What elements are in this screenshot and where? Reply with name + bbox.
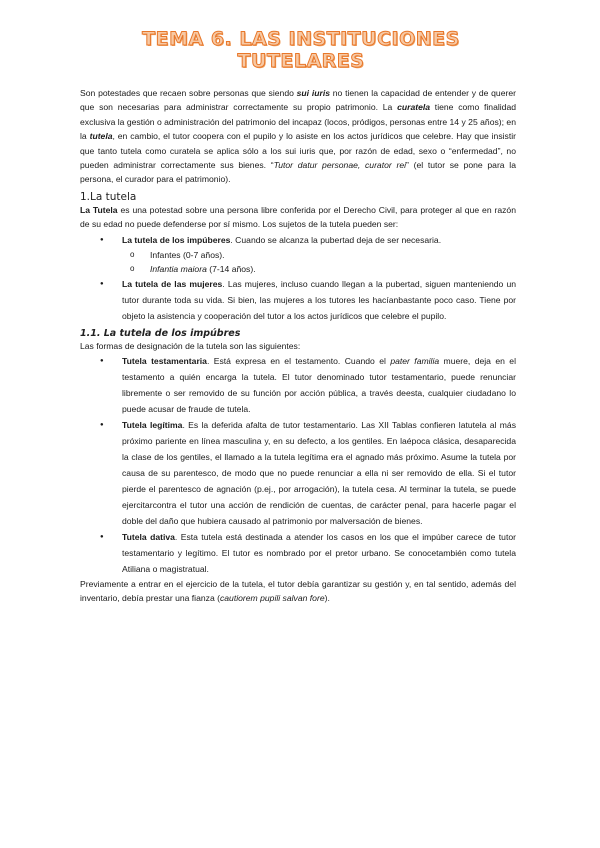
list-item: ● Tutela testamentaria. Está expresa en el testamento. Cuando el pater familia muere, deja en el testamento a quién encarga la tutela. El tutor denominado tutor testamentario, puede renunciar libremente o ser removido de su función por acción pública, a través deesta, cualquier ciudadano lo puede acusar de fraude de tutela. (122, 353, 516, 417)
tutela-definition: La Tutela es una potestad sobre una persona libre conferida por el Derecho Civil, para proteger al que en razón de su edad no puede defenderse por sí mismo. Los sujetos de la tutela pueden ser: (80, 204, 516, 230)
list-item: ● La tutela de las mujeres. Las mujeres, incluso cuando llegan a la pubertad, siguen manteniendo un tutor durante toda su vida. Si bien, las mujeres a los tutores les hacíanbastante poco caso. Tiene por objeto la asistencia y cooperación del tutor a los actos jurídicos que celebre el pupilo. (122, 276, 516, 324)
tutela-subjects-list (86, 232, 516, 324)
designation-intro: Las formas de designación de la tutela son las siguientes: (80, 340, 301, 351)
list-item: ● Tutela legítima. Es la deferida afalta de tutor testamentario. Las XII Tablas confieren latutela al más próximo pariente en línea masculina y, en su defecto, a los gentiles. En laépoca clásica, desaparecida la clase de los gentiles, el llamado a la tutela legítima era el agnado más próximo. Asume la tutela por causa de su parentesco, de modo que no puede renunciar a ella ni ser removido de ella. Si el tutor pierde el parentesco de agnación (p.ej., por arrogación), la tutela cesa. Al terminar la tutela, se puede ejercitarcontra el tutor una acción de rendición de cuentas, de carácter penal, para hacerle pagar el doble del daño que hubiera causado al patrimonio por malversación de bienes. (122, 417, 516, 529)
list-item: o Infantia maiora (7-14 años). (150, 262, 516, 276)
list-item: ● Tutela dativa. Esta tutela está destinada a atender los casos en los que el impúber carece de tutor testamentario y legítimo. El tutor es nombrado por el pretor urbano. Se conocetambién como tutela Atiliana o magistratual. (122, 529, 516, 577)
document-title: TEMA 6. LAS INSTITUCIONES TUTELARES (142, 28, 460, 72)
age-sublist (122, 248, 516, 276)
document-page (80, 28, 517, 606)
designation-forms-list (86, 353, 516, 577)
closing-paragraph: Previamente a entrar en el ejercicio de la tutela, el tutor debía garantizar su gestión y, en tal sentido, además del inventario, debía prestar una fianza (cautiorem pupili salvan fore). (80, 579, 516, 604)
section-heading-impuberes: 1.1. La tutela de los impúbres (80, 327, 241, 339)
list-item: ● La tutela de los impúberes. Cuando se alcanza la pubertad deja de ser necesaria. o Infantes (0-7 años). o Infantia maiora (7-14 años). (122, 232, 516, 276)
list-item: o Infantes (0-7 años). (150, 248, 516, 262)
section-heading-tutela: 1.La tutela (80, 190, 137, 203)
intro-paragraph: Son potestades que recaen sobre personas que siendo sui iuris no tienen la capacidad de entender y de querer que son necesarias para administrar correctamente su propio patrimonio. La curatela tiene como finalidad exclusiva la gestión o administración del patrimonio del incapaz (locos, pródigos, personas entre 14 y 25 años); en la tutela, en cambio, el tutor coopera con el pupilo y lo asiste en los actos jurídicos que celebre. Hay que insistir que tanto tutela como curatela se aplica sólo a los sui iuris que, por razón de edad, sexo o “enfermedad”, no pueden administrar correctamente sus bienes. “Tutor datur personae, curator rei” (el tutor se pone para la persona, el curador para el patrimonio). (80, 88, 517, 185)
